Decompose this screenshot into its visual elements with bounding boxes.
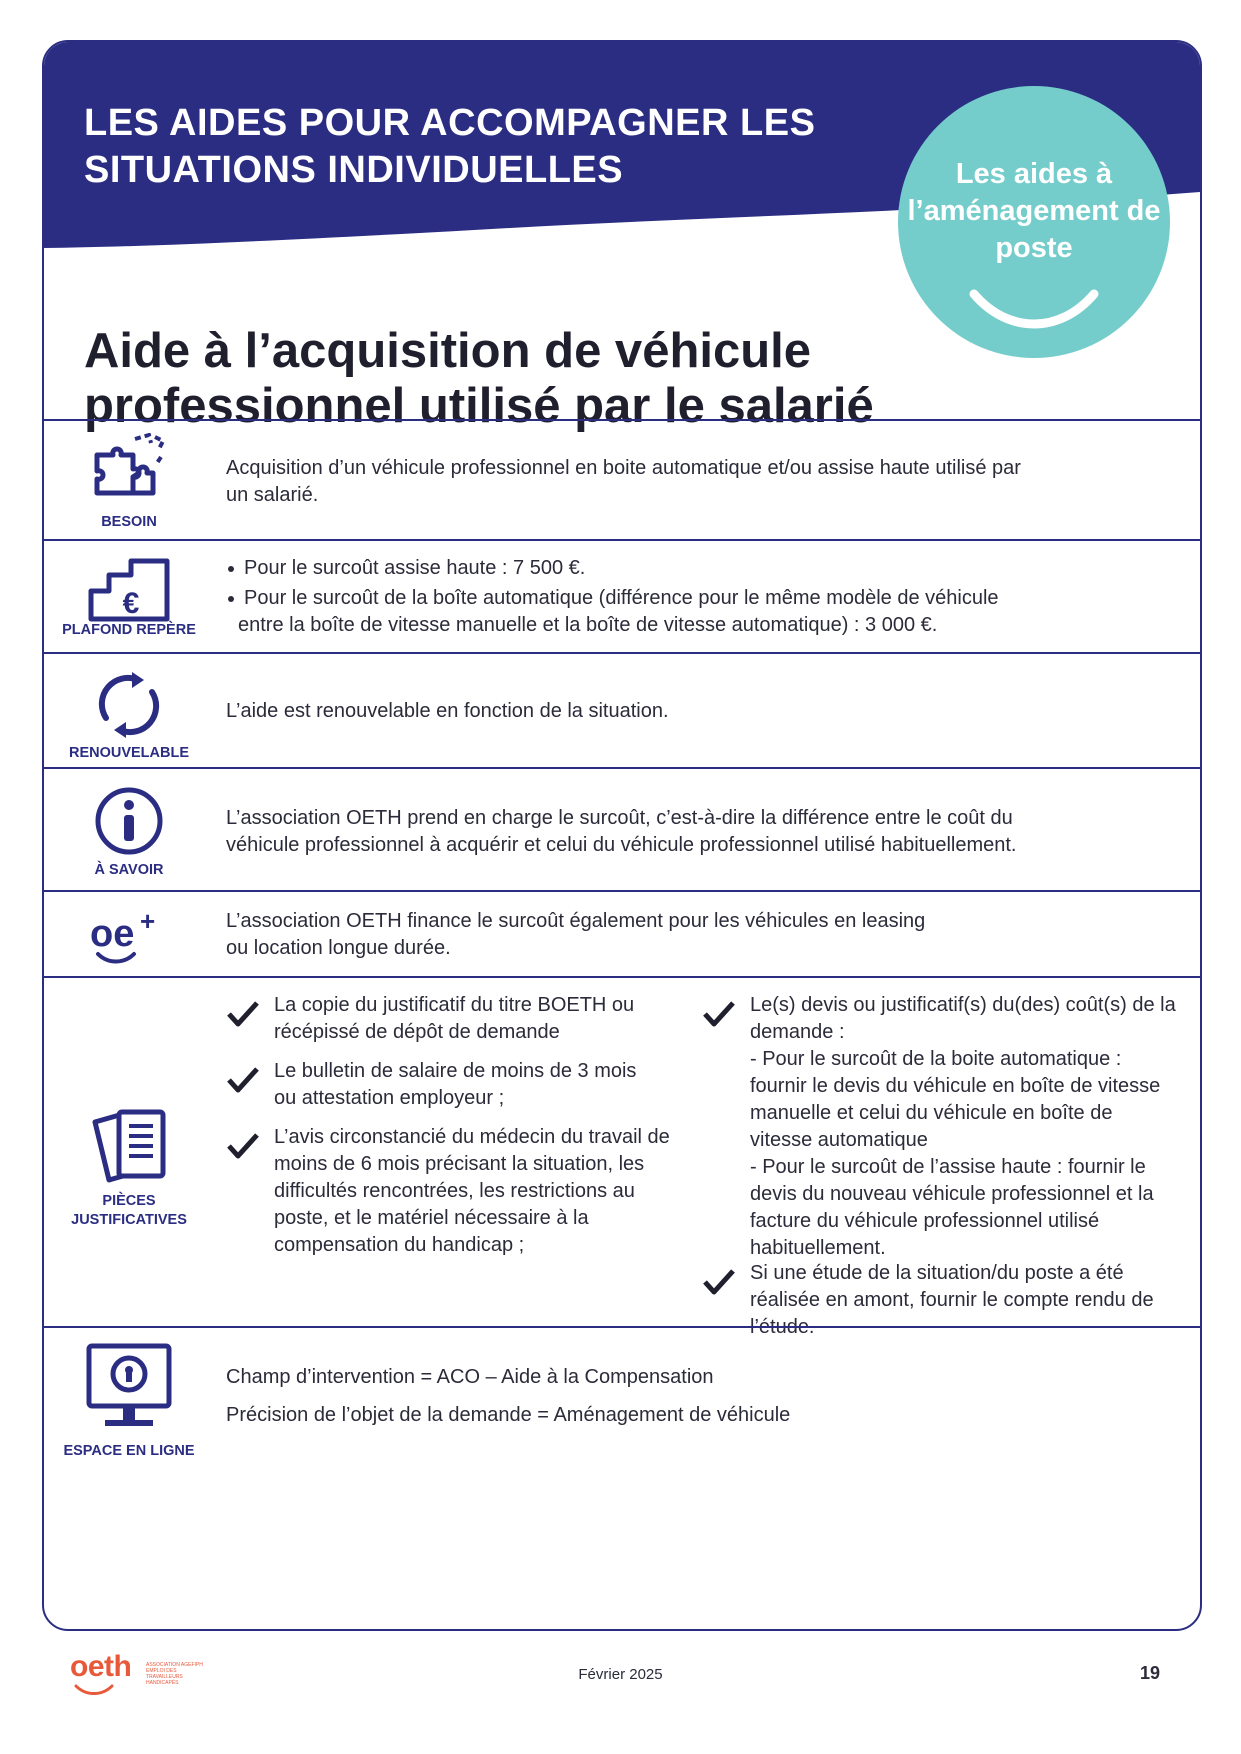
- svg-text:oe: oe: [90, 913, 135, 955]
- category-badge-text: Les aides à l’aménagement de poste: [907, 158, 1161, 264]
- svg-text:+: +: [140, 906, 156, 936]
- plafond-list: [226, 555, 1026, 639]
- oeth-logo-word: oeth: [70, 1650, 132, 1683]
- aid-sheet-card: [42, 40, 1202, 1631]
- row-savoir: [44, 767, 1200, 892]
- plafond-item: Pour le surcoût de la boîte automatique (différence pour le même modèle de véhicule entre la boîte de vitesse manuelle et la boîte de vitesse automatique) : 3 000 €.: [226, 585, 1026, 639]
- savoir-label: À SAVOIR: [94, 862, 164, 878]
- row-besoin: [44, 419, 1200, 541]
- documents-icon: [89, 1108, 169, 1184]
- row-renouvelable: [44, 652, 1200, 769]
- row-pieces: [44, 976, 1200, 1338]
- espace-line-2: Précision de l’objet de la demande = Aménagement de véhicule: [226, 1404, 791, 1426]
- row-oeplus: [44, 890, 1200, 978]
- renouvelable-label: RENOUVELABLE: [68, 745, 190, 761]
- check-icon: [702, 1268, 736, 1296]
- oe-plus-icon: [84, 906, 174, 966]
- logo-smile-icon: [74, 1684, 114, 1696]
- pieces-left-item: Le bulletin de salaire de moins de 3 mois ou attestation employeur ;: [274, 1058, 664, 1112]
- banner-title: LES AIDES POUR ACCOMPAGNER LES SITUATIONS INDIVIDUELLES: [84, 102, 816, 191]
- besoin-text: Acquisition d’un véhicule professionnel en boite automatique et/ou assise haute utilisé par un salarié.: [226, 457, 1021, 506]
- puzzle-icon: [89, 433, 169, 513]
- pieces-label: PIÈCES JUSTIFICATIVES: [71, 1193, 187, 1228]
- espace-label: ESPACE EN LIGNE: [63, 1443, 195, 1459]
- pieces-left-item: L’avis circonstancié du médecin du travail de moins de 6 mois précisant la situation, les difficultés rencontrées, les restrictions au poste, et le matériel nécessaire à la compensation du handicap ;: [274, 1124, 674, 1259]
- renew-icon: [94, 670, 164, 740]
- oeth-logo-tagline: ASSOCIATION AGEFIPH EMPLOI DES TRAVAILLEURS HANDICAPÉS: [146, 1662, 203, 1686]
- pieces-right-item: Si une étude de la situation/du poste a été réalisée en amont, fournir le compte rendu de l’étude.: [750, 1260, 1180, 1341]
- check-icon: [226, 1066, 260, 1094]
- page-title: Aide à l’acquisition de véhicule professionnel utilisé par le salarié: [84, 324, 874, 433]
- savoir-text: L’association OETH prend en charge le surcoût, c’est-à-dire la différence entre le coût du véhicule professionnel à acquérir et celui du véhicule professionnel utilisé habituellement.: [226, 807, 1017, 856]
- page-number: 19: [1140, 1663, 1161, 1683]
- category-badge: [898, 86, 1170, 358]
- euro-stairs-icon: [87, 557, 171, 623]
- espace-line-1: Champ d’intervention = ACO – Aide à la Compensation: [226, 1366, 714, 1388]
- footer-date: Février 2025: [578, 1666, 663, 1683]
- secure-computer-icon: [83, 1342, 175, 1434]
- row-espace: [44, 1326, 1200, 1631]
- check-icon: [702, 1000, 736, 1028]
- pieces-right-item: Le(s) devis ou justificatif(s) du(des) coût(s) de la demande : - Pour le surcoût de la boite automatique : fournir le devis du véhicule en boîte de vitesse manuelle et celui du véhicule en boîte de vitesse automatique - Pour le surcoût de l’assise haute : fournir le devis du nouveau véhicule professionnel et la facture du véhicule professionnel utilisé habituellement.: [750, 992, 1180, 1262]
- info-icon: [93, 785, 165, 857]
- check-icon: [226, 1132, 260, 1160]
- oeplus-text: L’association OETH finance le surcoût également pour les véhicules en leasing ou location longue durée.: [226, 910, 926, 959]
- besoin-label: BESOIN: [101, 514, 157, 530]
- renouvelable-text: L’aide est renouvelable en fonction de la situation.: [226, 700, 669, 722]
- plafond-label: PLAFOND REPÈRE: [62, 622, 196, 638]
- check-icon: [226, 1000, 260, 1028]
- plafond-item: Pour le surcoût assise haute : 7 500 €.: [226, 555, 1026, 582]
- row-plafond: [44, 539, 1200, 654]
- pieces-left-item: La copie du justificatif du titre BOETH ou récépissé de dépôt de demande: [274, 992, 664, 1046]
- svg-text:€: €: [122, 587, 140, 620]
